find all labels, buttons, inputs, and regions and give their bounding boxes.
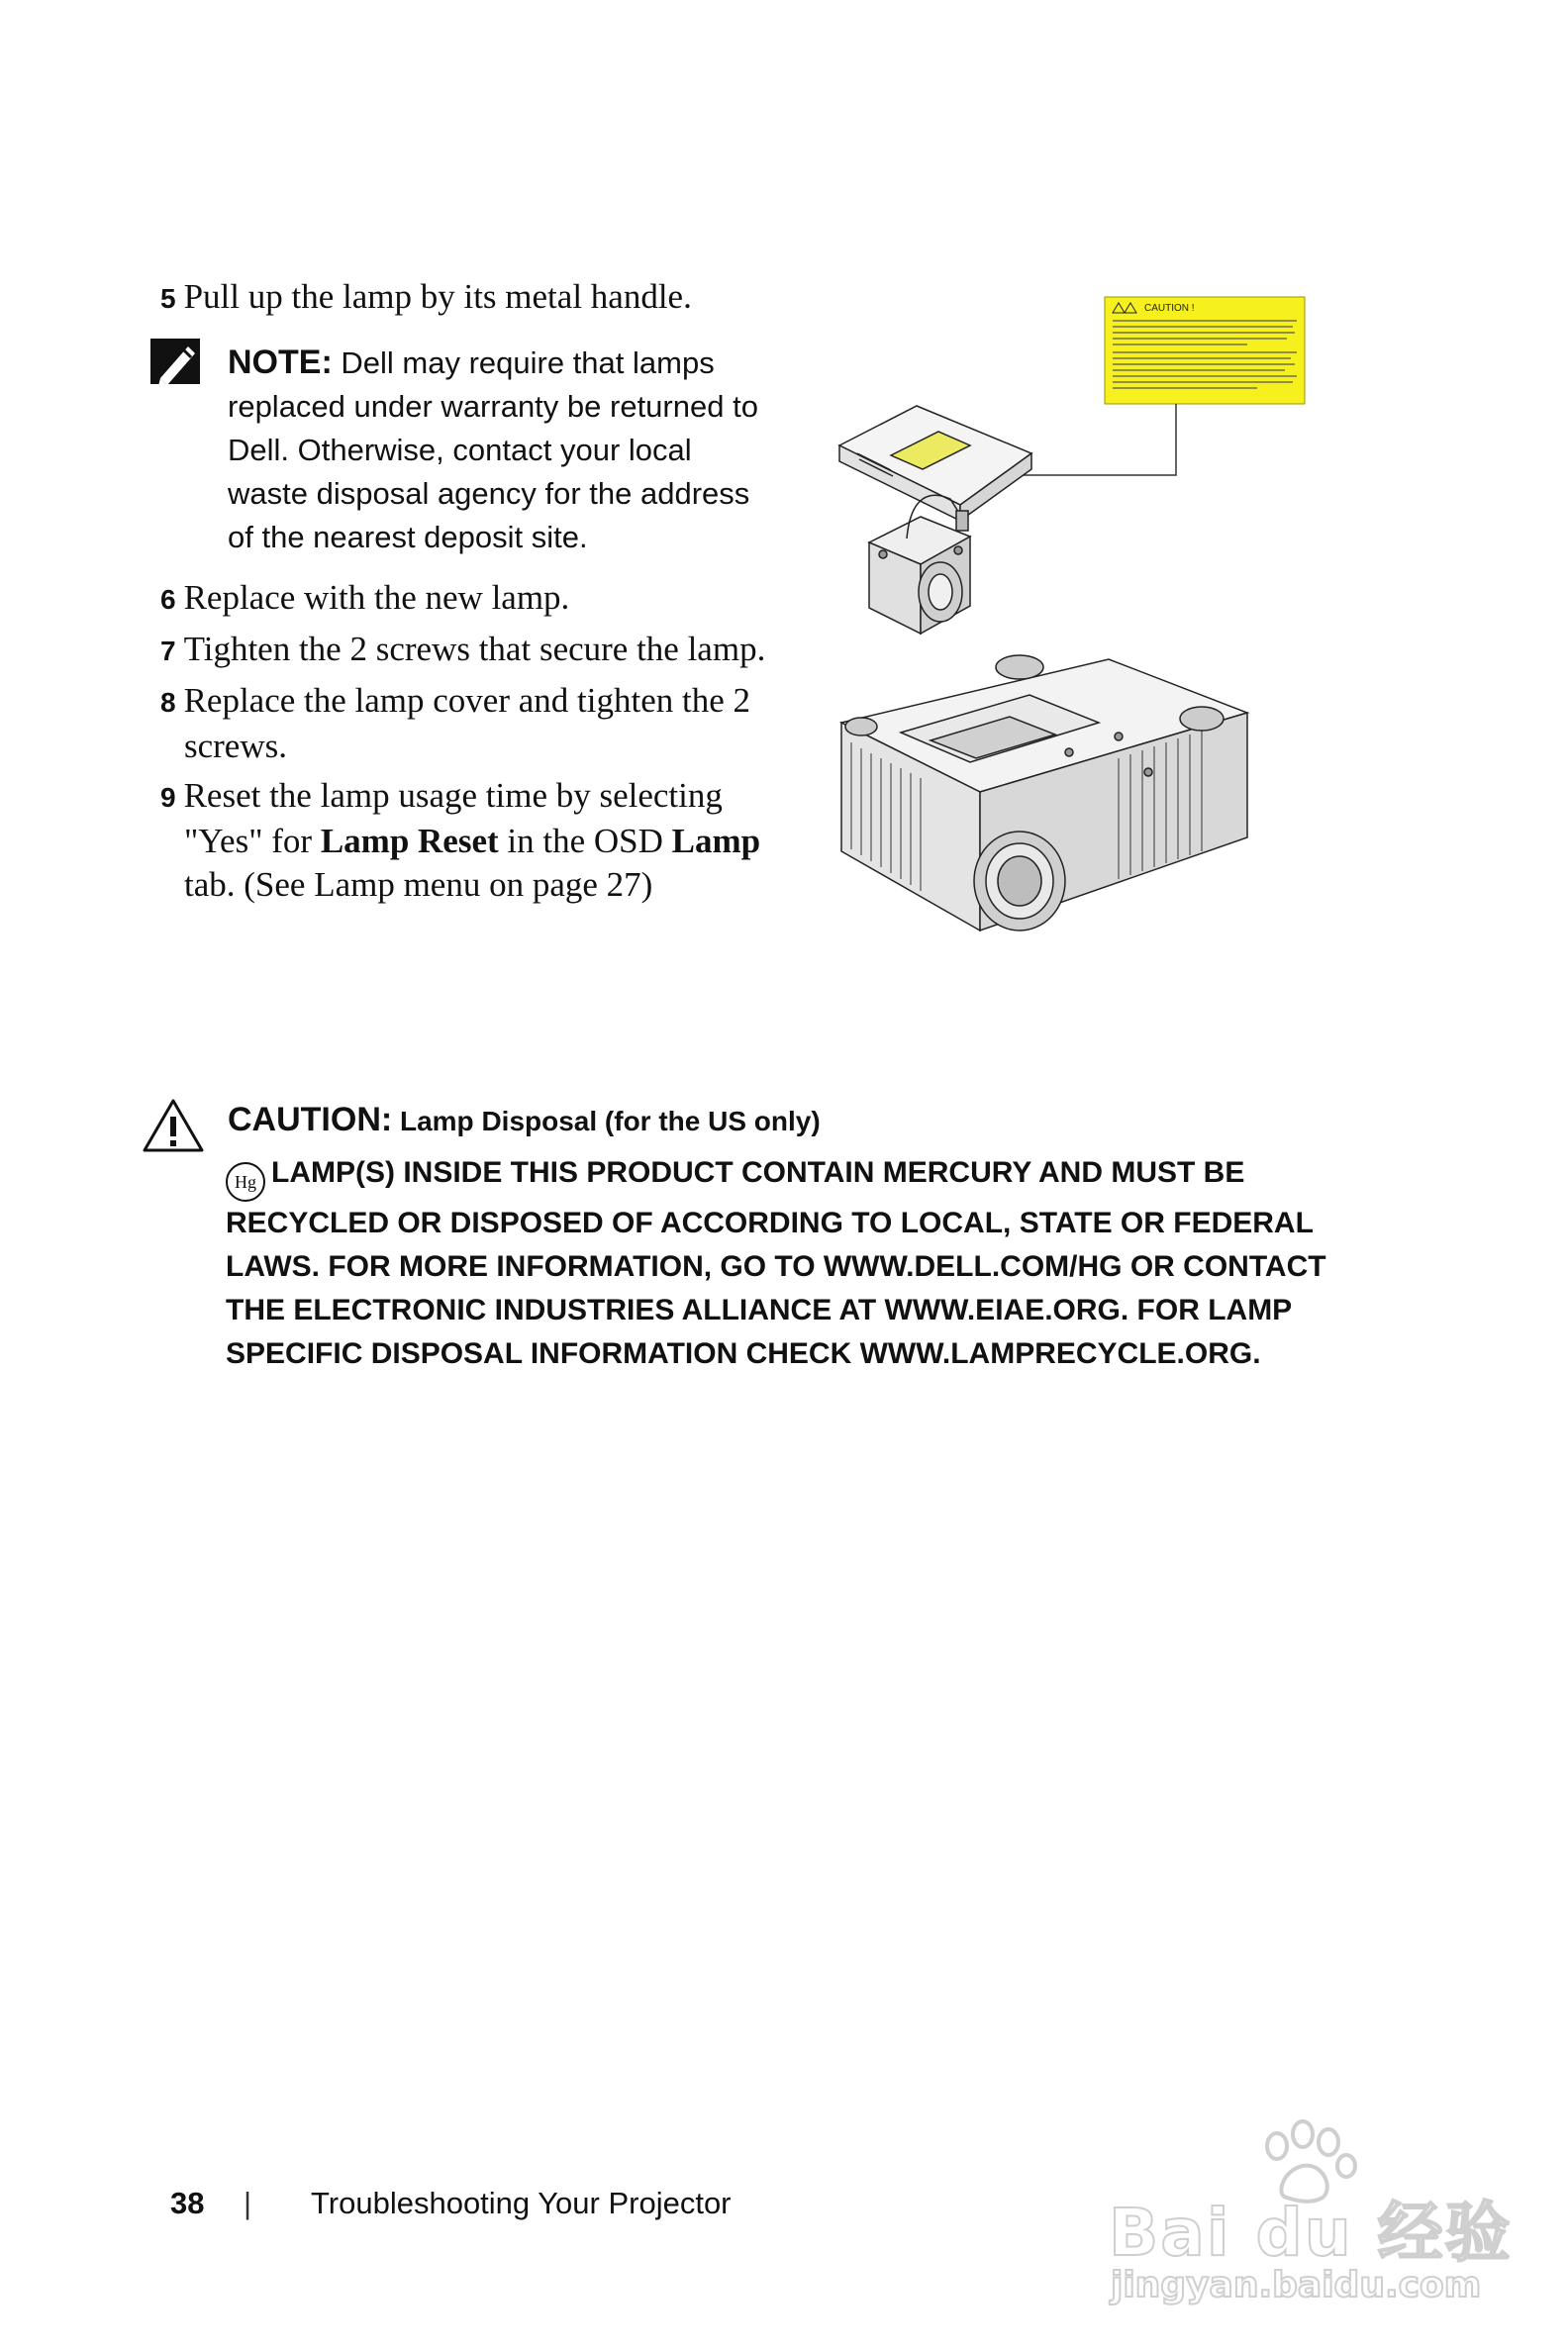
note-line-2: replaced under warranty be returned to [228, 389, 758, 424]
step-text-cont: tab. (See Lamp menu on page 27) [184, 865, 653, 904]
pencil-note-icon [148, 335, 204, 390]
note-line-3: Dell. Otherwise, contact your local [228, 433, 692, 467]
step-text: Replace with the new lamp. [183, 578, 570, 617]
watermark-brand: Bai du 经验 [1109, 2195, 1513, 2271]
caution-line-1 [226, 1151, 1326, 1202]
lamp-tab-term: Lamp [671, 822, 761, 860]
step-number: 7 [160, 636, 176, 666]
warning-triangle-icon [141, 1097, 206, 1154]
step-text: "Yes" for [184, 822, 321, 860]
hg-mercury-icon: Hg [226, 1162, 265, 1202]
caution-label-title: CAUTION ! [1144, 303, 1195, 314]
step-text: Pull up the lamp by its metal handle. [183, 277, 692, 316]
lamp-reset-term: Lamp Reset [320, 822, 499, 860]
step-number: 8 [160, 687, 176, 718]
step-text: Reset the lamp usage time by selecting [183, 776, 723, 815]
section-title: Troubleshooting Your Projector [311, 2186, 732, 2220]
watermark-url: jingyan.baidu.com [1111, 2265, 1482, 2305]
note-line-4: waste disposal agency for the address [228, 476, 750, 511]
step-text-cont: screws. [184, 727, 287, 765]
note-label: NOTE: [228, 343, 333, 381]
caution-subtitle: Lamp Disposal (for the US only) [392, 1106, 821, 1136]
footer-separator: | [244, 2186, 252, 2220]
step-text: Replace the lamp cover and tighten the 2 [183, 681, 751, 720]
lamp-replacement-figure [822, 287, 1336, 1020]
step-number: 6 [160, 584, 176, 615]
caution-header [228, 1101, 821, 1139]
caution-line-3: LAWS. FOR MORE INFORMATION, GO TO WWW.DELL.COM/HG OR CONTACT [226, 1250, 1326, 1283]
step-number: 9 [160, 782, 176, 813]
caution-line-4: THE ELECTRONIC INDUSTRIES ALLIANCE AT WWW.EIAE.ORG. FOR LAMP [226, 1294, 1293, 1326]
baidu-watermark [1109, 2118, 1524, 2326]
note-text: Dell may require that lamps [332, 345, 715, 380]
caution-line-2: RECYCLED OR DISPOSED OF ACCORDING TO LOCAL, STATE OR FEDERAL [226, 1207, 1314, 1239]
caution-line-5: SPECIFIC DISPOSAL INFORMATION CHECK WWW.LAMPRECYCLE.ORG. [226, 1337, 1261, 1370]
caution-body [226, 1151, 1326, 1376]
step-6 [160, 576, 569, 622]
step-text: Tighten the 2 screws that secure the lamp. [183, 630, 766, 668]
step-number: 5 [160, 283, 176, 314]
caution-label: CAUTION: [228, 1101, 393, 1138]
note-block [228, 341, 758, 559]
step-8 [160, 679, 750, 768]
caution-text: LAMP(S) INSIDE THIS PRODUCT CONTAIN MERCURY AND MUST BE [271, 1156, 1245, 1189]
note-line-5: of the nearest deposit site. [228, 520, 588, 554]
step-5 [160, 275, 692, 321]
page-number: 38 [170, 2186, 205, 2220]
step-9-line-2 [160, 820, 760, 863]
step-7 [160, 628, 765, 673]
step-text: in the OSD [498, 822, 672, 860]
note-line-1 [228, 341, 758, 385]
step-9 [160, 774, 760, 907]
